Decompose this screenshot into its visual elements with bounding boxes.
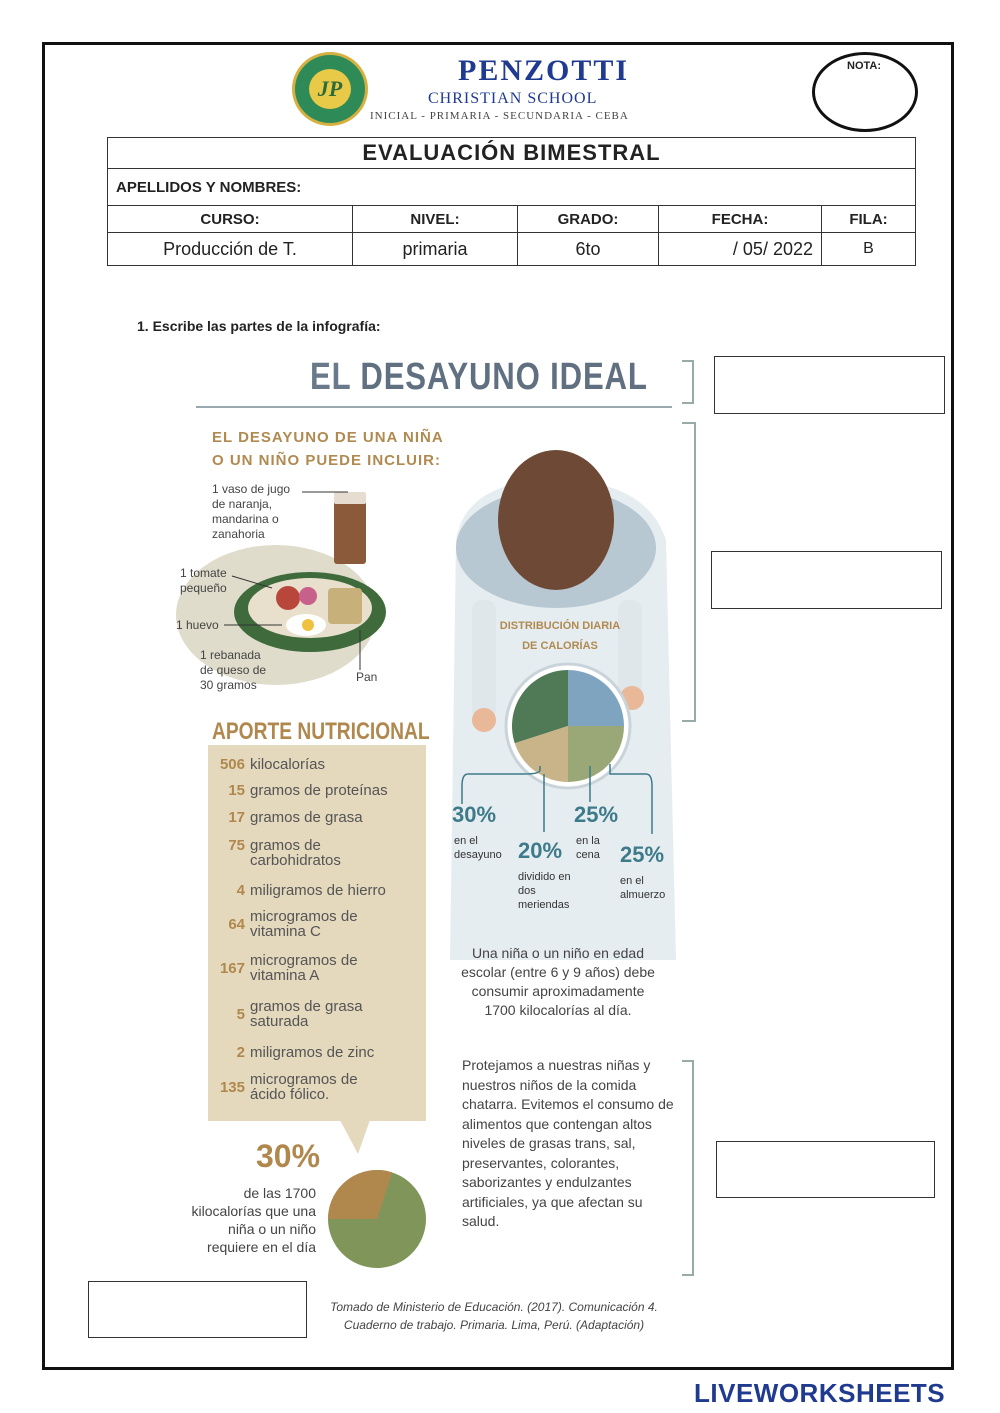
source-line1: Tomado de Ministerio de Educación. (2017). Comunicación 4. — [330, 1300, 658, 1314]
header-nivel: NIVEL: — [353, 206, 518, 233]
grade-circle — [812, 52, 918, 132]
dist-pct-meriendas: 20% — [518, 838, 563, 863]
nutrition-value: 17 — [228, 809, 245, 826]
bread — [328, 588, 362, 624]
liveworksheets-watermark: LIVEWORKSHEETS — [694, 1378, 946, 1408]
bracket-title — [682, 360, 694, 404]
value-fecha: / 05/ 2022 — [659, 233, 822, 266]
question-1: 1. Escribe las partes de la infografía: — [137, 318, 381, 334]
child-hand-left — [472, 708, 496, 732]
nutrition-value: 64 — [228, 916, 245, 933]
nutrition-row — [208, 1072, 426, 1102]
nutrition-row — [208, 810, 426, 825]
nutrition-value: 4 — [236, 882, 245, 899]
answer-box-body[interactable] — [711, 551, 942, 609]
header-fila: FILA: — [822, 206, 916, 233]
nutrition-row — [208, 1045, 426, 1060]
school-levels: INICIAL - PRIMARIA - SECUNDARIA - CEBA — [370, 110, 629, 122]
breakfast-subheading — [212, 426, 444, 472]
nutrition-row — [208, 838, 426, 868]
breakfast-subheading-line1: EL DESAYUNO DE UNA NIÑA — [212, 429, 444, 446]
name-field[interactable]: APELLIDOS Y NOMBRES: — [108, 169, 916, 206]
source-citation — [312, 1298, 676, 1334]
bracket-closing — [682, 1060, 694, 1276]
leader-desayuno — [462, 766, 540, 804]
nutrition-label: gramos de grasa saturada — [250, 998, 363, 1030]
item-egg: 1 huevo — [176, 618, 219, 632]
nutrition-label: miligramos de hierro — [250, 882, 386, 899]
nutrition-row — [208, 883, 426, 898]
nutrition-row — [208, 909, 426, 939]
dist-pct-almuerzo: 25% — [620, 842, 665, 867]
item-cheese: 1 rebanada de queso de 30 gramos — [200, 648, 267, 692]
dist-label-almuerzo: en el almuerzo — [620, 875, 666, 901]
dist-pct-cena: 25% — [574, 802, 619, 827]
nutrition-label: miligramos de zinc — [250, 1044, 375, 1061]
nutrition-label: gramos de carbohidratos — [250, 837, 341, 869]
juice-rim — [334, 492, 366, 504]
value-nivel: primaria — [353, 233, 518, 266]
nutrition-label: microgramos de ácido fólico. — [250, 1071, 358, 1103]
nutrition-label: gramos de grasa — [250, 809, 363, 826]
egg-yolk — [302, 619, 314, 631]
item-juice: 1 vaso de jugo de naranja, mandarina o zanahoria — [212, 482, 291, 541]
nutrition-value: 5 — [236, 1006, 245, 1023]
nutrition-panel — [208, 745, 426, 1121]
title-underline — [196, 406, 672, 408]
juice-glass — [334, 500, 366, 564]
title-rest: DESAYUNO IDEAL — [360, 356, 648, 398]
nutrition-row — [208, 783, 426, 798]
nutrition-label: kilocalorías — [250, 756, 326, 773]
pct30-figure: 30% — [256, 1138, 321, 1174]
nutrition-label: microgramos de vitamina C — [250, 908, 358, 940]
school-subtitle: CHRISTIAN SCHOOL — [428, 90, 598, 107]
nutrition-row — [208, 999, 426, 1029]
title-prefix: EL — [310, 356, 351, 398]
nutrition-value: 2 — [236, 1044, 245, 1061]
header-grado: GRADO: — [518, 206, 659, 233]
onion — [299, 587, 317, 605]
dist-label-cena: en la cena — [576, 835, 600, 861]
nota-label: NOTA: — [847, 60, 882, 72]
nutrition-label: gramos de proteínas — [250, 782, 388, 799]
nutrition-label: microgramos de vitamina A — [250, 952, 358, 984]
source-line2: Cuaderno de trabajo. Primaria. Lima, Perú. (Adaptación) — [343, 1318, 645, 1332]
school-name: PENZOTTI — [458, 54, 630, 87]
header-fecha: FECHA: — [659, 206, 822, 233]
nutrition-row — [208, 757, 426, 772]
nutrition-value: 135 — [219, 1079, 245, 1096]
tomato — [276, 586, 300, 610]
nutrition-value: 506 — [219, 756, 245, 773]
nutrition-value: 75 — [228, 837, 245, 854]
dist-label-desayuno: en el desayuno — [454, 835, 502, 861]
value-grado: 6to — [518, 233, 659, 266]
pct30-caption: de las 1700 kilocalorías que una niña o un niño requiere en el día — [191, 1185, 316, 1255]
dist-label-meriendas: dividido en dos meriendas — [518, 871, 571, 911]
distribution-heading — [490, 616, 630, 656]
item-bread: Pan — [356, 670, 378, 684]
exam-title: EVALUACIÓN BIMESTRAL — [108, 138, 916, 169]
panel-pointer — [340, 1120, 370, 1154]
header-curso: CURSO: — [108, 206, 353, 233]
exam-info-table — [107, 137, 916, 266]
breakfast-subheading-line2: O UN NIÑO PUEDE INCLUIR: — [212, 452, 442, 469]
child-head — [498, 450, 614, 590]
nutrition-value: 167 — [219, 960, 245, 977]
answer-box-title[interactable] — [714, 356, 945, 414]
answer-box-closing[interactable] — [716, 1141, 935, 1198]
school-logo — [292, 52, 368, 126]
distribution-heading-line2: DE CALORÍAS — [522, 640, 598, 652]
nutrition-row — [208, 953, 426, 983]
calorie-requirement-text: Una niña o un niño en edad escolar (entre 6 y 9 años) debe consumir aproximadamente 1700 kilocalorías al día. — [461, 945, 655, 1018]
value-curso: Producción de T. — [108, 233, 353, 266]
logo-emblem: JP — [309, 69, 351, 109]
item-tomato: 1 tomate pequeño — [180, 566, 227, 595]
value-fila: B — [822, 233, 916, 266]
nutrition-value: 15 — [228, 782, 245, 799]
dist-pct-desayuno: 30% — [452, 802, 497, 827]
closing-paragraph: Protejamos a nuestras niñas y nuestros niños de la comida chatarra. Evitemos el consumo de alimentos que contengan altos niveles de grasas trans, sal, preservantes, colorantes, saborizantes y endulzantes artificiales, ya que afectan su salud. — [462, 1057, 674, 1229]
answer-box-source[interactable] — [88, 1281, 307, 1338]
infographic-title — [310, 356, 648, 399]
pie-slice-almuerzo — [568, 670, 624, 726]
pct30-pie — [326, 1168, 428, 1270]
aporte-title: APORTE NUTRICIONAL — [212, 718, 430, 745]
distribution-heading-line1: DISTRIBUCIÓN DIARIA — [499, 620, 621, 632]
